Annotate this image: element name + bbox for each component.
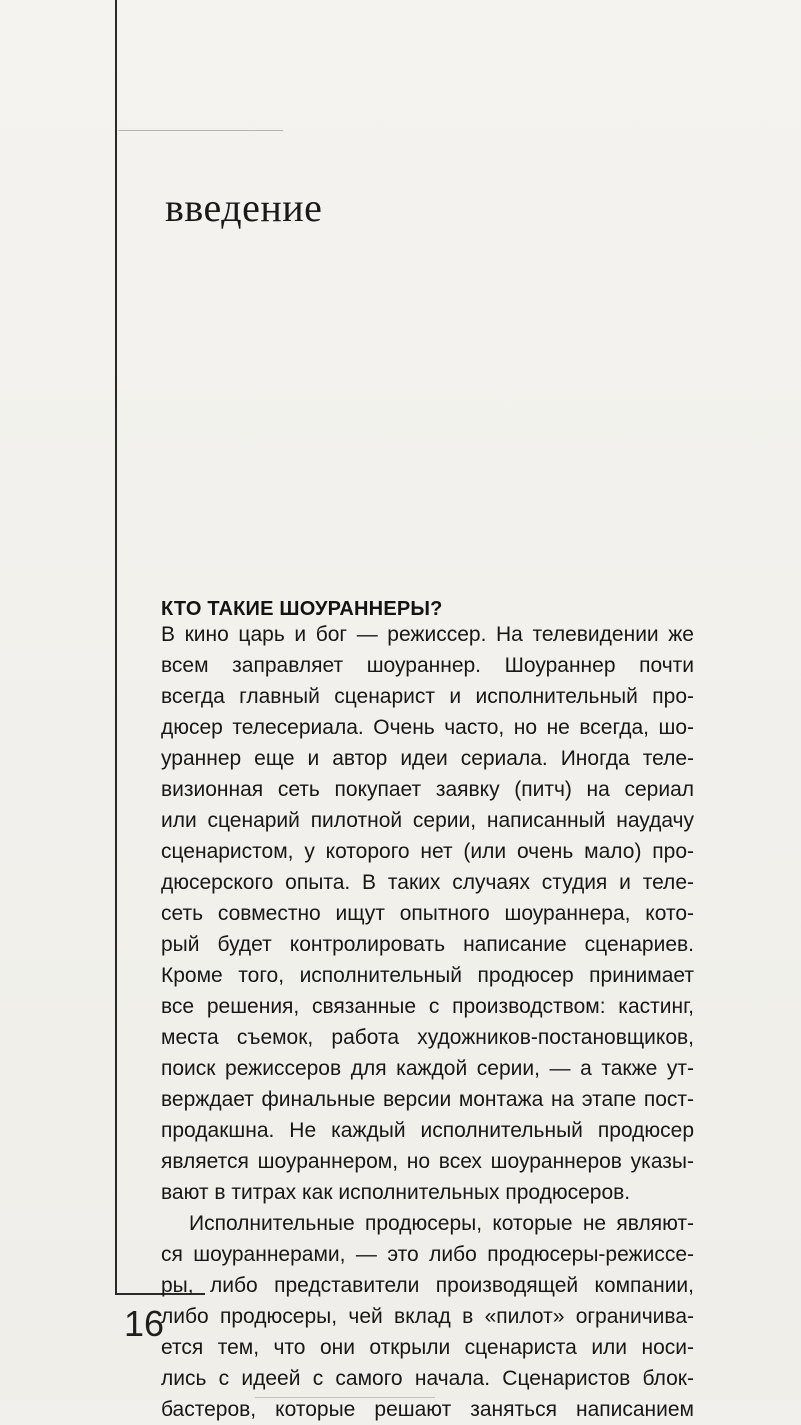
body-line: визионная сеть покупает заявку (питч) на сериал bbox=[161, 778, 694, 801]
body-line: все решения, связанные с производством: кастинг, bbox=[161, 995, 694, 1018]
body-line: дюсерского опыта. В таких случаях студия и теле- bbox=[161, 871, 694, 894]
body-line: места съемок, работа художников-постановщиков, bbox=[161, 1026, 694, 1049]
page-number: 16 bbox=[124, 1303, 165, 1344]
body-line: сценаристом, у которого нет (или очень мало) про- bbox=[161, 840, 694, 863]
body-line: является шоураннером, но всех шоураннеров указы- bbox=[161, 1150, 694, 1173]
body-line: всегда главный сценарист и исполнительный про- bbox=[161, 685, 694, 708]
header-rule bbox=[118, 130, 283, 131]
body-line: рый будет контролировать написание сценариев. bbox=[161, 933, 694, 956]
body-line: всем заправляет шоураннер. Шоураннер почти bbox=[161, 654, 694, 677]
section-title: введение bbox=[165, 185, 323, 230]
body-line: ры, либо представители производящей компании, bbox=[161, 1274, 694, 1297]
body-line: ется тем, что они открыли сценариста или носи- bbox=[161, 1336, 694, 1359]
body-line: лись с идеей с самого начала. Сценаристов блок- bbox=[161, 1367, 694, 1390]
body-text bbox=[161, 619, 694, 1425]
body-line: вают в титрах как исполнительных продюсеров. bbox=[161, 1181, 631, 1204]
body-line: дюсер телесериала. Очень часто, но не всегда, шо- bbox=[161, 716, 694, 739]
body-line: бастеров, которые решают заняться написанием bbox=[161, 1398, 694, 1421]
body-line: верждает финальные версии монтажа на этапе пост- bbox=[161, 1088, 694, 1111]
body-line: ся шоураннерами, — это либо продюсеры-режиссе- bbox=[161, 1243, 694, 1266]
body-line: или сценарий пилотной серии, написанный наудачу bbox=[161, 809, 694, 832]
show-through-side-text bbox=[94, 170, 108, 270]
page-frame-vertical-rule bbox=[115, 0, 117, 1295]
body-line: либо продюсеры, чей вклад в «пилот» ограничива- bbox=[161, 1305, 694, 1328]
bottom-edge-rule bbox=[255, 1397, 435, 1398]
body-line: поиск режиссеров для каждой серии, — а также ут- bbox=[161, 1057, 694, 1080]
body-line: сеть совместно ищут опытного шоураннера, кото- bbox=[161, 902, 694, 925]
body-line: продакшна. Не каждый исполнительный продюсер bbox=[161, 1119, 694, 1142]
body-line: В кино царь и бог — режиссер. На телевидении же bbox=[161, 623, 694, 646]
subheading: КТО ТАКИЕ ШОУРАННЕРЫ? bbox=[161, 598, 443, 620]
body-line: Исполнительные продюсеры, которые не являют- bbox=[189, 1212, 694, 1235]
body-line: Кроме того, исполнительный продюсер принимает bbox=[161, 964, 694, 987]
body-line: ураннер еще и автор идеи сериала. Иногда теле- bbox=[161, 747, 694, 770]
